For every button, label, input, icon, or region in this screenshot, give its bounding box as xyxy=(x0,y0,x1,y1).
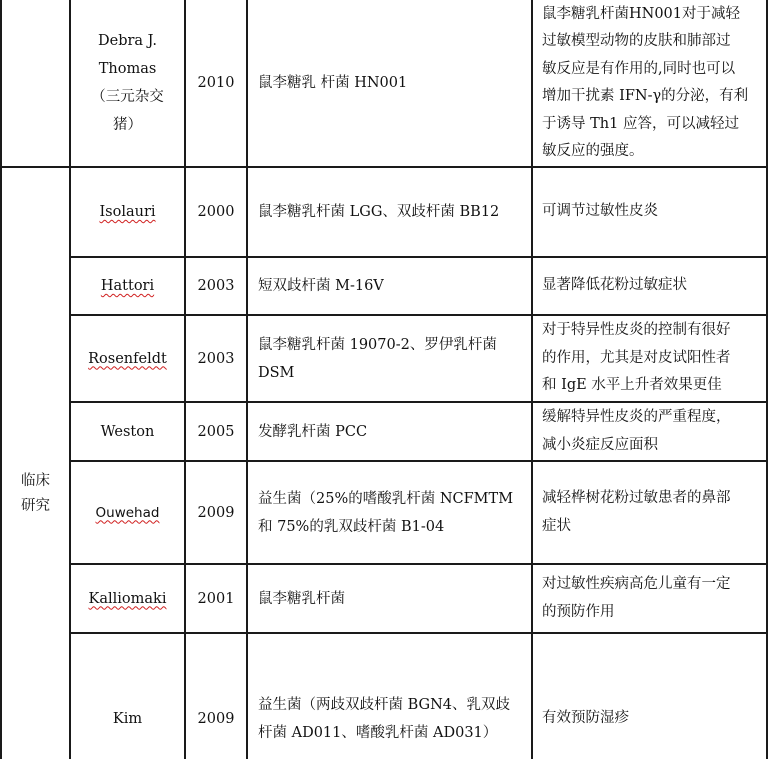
year-cell xyxy=(186,258,246,314)
year: 2010 xyxy=(197,75,235,91)
effect-line: 和 IgE 水平上升者效果更佳 xyxy=(542,377,722,394)
author: Kim xyxy=(112,710,143,727)
effect-cell xyxy=(533,0,766,166)
effect-line: 敏反应的强度。 xyxy=(542,143,644,159)
author: Ouwehad xyxy=(95,504,160,521)
year-cell xyxy=(186,462,246,563)
strain-line: 鼠李糖乳杆菌 LGG、双歧杆菌 BB12 xyxy=(258,204,500,220)
author: Rosenfeldt xyxy=(88,350,167,367)
effect-line: 可调节过敏性皮炎 xyxy=(542,203,658,220)
effect-line: 对过敏性疾病高危儿童有一定 xyxy=(542,576,731,592)
strain-cell xyxy=(248,258,531,314)
strain-cell xyxy=(248,168,531,256)
author-cell xyxy=(71,634,184,759)
year-cell xyxy=(186,403,246,460)
year: 2003 xyxy=(197,278,235,294)
effect-cell xyxy=(533,462,766,563)
group-cell xyxy=(2,168,69,759)
year-cell xyxy=(186,316,246,401)
group-label-line: 临床 xyxy=(21,472,50,489)
strain-line: 短双歧杆菌 M-16V xyxy=(258,278,384,294)
strain-line: 和 75%的乳双歧杆菌 B1-04 xyxy=(258,518,445,535)
effect-line: 过敏模型动物的皮肤和肺部过 xyxy=(542,33,731,49)
author: Hattori xyxy=(100,278,155,294)
effect-line: 的预防作用 xyxy=(542,603,615,620)
effect-line: 增加干扰素 IFN-γ的分泌，有利 xyxy=(542,88,749,104)
year: 2003 xyxy=(197,350,235,367)
strain-cell xyxy=(248,316,531,401)
author-cell xyxy=(71,316,184,401)
effect-cell xyxy=(533,565,766,632)
author-cell xyxy=(71,403,184,460)
author-cell xyxy=(71,168,184,256)
effect-cell xyxy=(533,168,766,256)
author: Kalliomaki xyxy=(88,590,167,607)
strain-cell xyxy=(248,565,531,632)
effect-line: 显著降低花粉过敏症状 xyxy=(542,277,687,294)
effect-line: 缓解特异性皮炎的严重程度， xyxy=(542,409,731,425)
author: Isolauri xyxy=(99,204,156,220)
strain-cell xyxy=(248,0,531,166)
author-cell xyxy=(71,462,184,563)
year: 2009 xyxy=(197,710,235,727)
year-cell xyxy=(186,168,246,256)
year: 2009 xyxy=(197,504,235,521)
year-cell xyxy=(186,565,246,632)
strain-line: 益生菌（25%的嗜酸乳杆菌 NCFMTM xyxy=(258,490,514,507)
effect-line: 减小炎症反应面积 xyxy=(542,436,658,453)
strain-cell xyxy=(248,634,531,759)
effect-cell xyxy=(533,634,766,759)
effect-line: 鼠李糖乳杆菌HN001对于减轻 xyxy=(542,5,741,22)
effect-line: 减轻桦树花粉过敏患者的鼻部 xyxy=(542,490,731,506)
author-line: Thomas xyxy=(98,61,157,77)
author-line: （三元杂交 xyxy=(91,89,164,105)
effect-cell xyxy=(533,258,766,314)
author-cell xyxy=(71,258,184,314)
strain-line: 鼠李糖乳杆菌 19070-2、罗伊乳杆菌 xyxy=(258,336,497,353)
author-line: 猪） xyxy=(113,117,142,133)
author-line: Debra J. xyxy=(98,33,157,49)
strain-line: 鼠李糖乳 杆菌 HN001 xyxy=(258,75,408,91)
year-cell xyxy=(186,0,246,166)
year-cell xyxy=(186,634,246,759)
effect-line: 症状 xyxy=(542,517,571,534)
strain-line: 鼠李糖乳杆菌 xyxy=(258,590,345,607)
strain-line: DSM xyxy=(258,364,295,381)
strain-cell xyxy=(248,462,531,563)
strain-line: 发酵乳杆菌 PCC xyxy=(258,423,368,440)
group-label-line: 研究 xyxy=(21,497,50,514)
effect-line: 于诱导 Th1 应答，可以减轻过 xyxy=(542,115,739,132)
year: 2005 xyxy=(197,423,235,440)
strain-line: 杆菌 AD011、嗜酸乳杆菌 AD031） xyxy=(258,724,498,741)
author-cell xyxy=(71,565,184,632)
strain-cell xyxy=(248,403,531,460)
effect-line: 的作用，尤其是对皮试阳性者 xyxy=(542,349,731,366)
strain-line: 益生菌（两歧双歧杆菌 BGN4、乳双歧 xyxy=(258,696,511,713)
year: 2001 xyxy=(197,590,235,607)
effect-cell xyxy=(533,403,766,460)
effect-line: 有效预防湿疹 xyxy=(542,709,629,726)
effect-line: 敏反应是有作用的,同时也可以 xyxy=(542,60,736,77)
effect-cell xyxy=(533,316,766,401)
effect-line: 对于特异性皮炎的控制有很好 xyxy=(542,322,731,339)
year: 2000 xyxy=(197,204,235,220)
author-cell xyxy=(71,0,184,166)
author: Weston xyxy=(100,423,155,440)
